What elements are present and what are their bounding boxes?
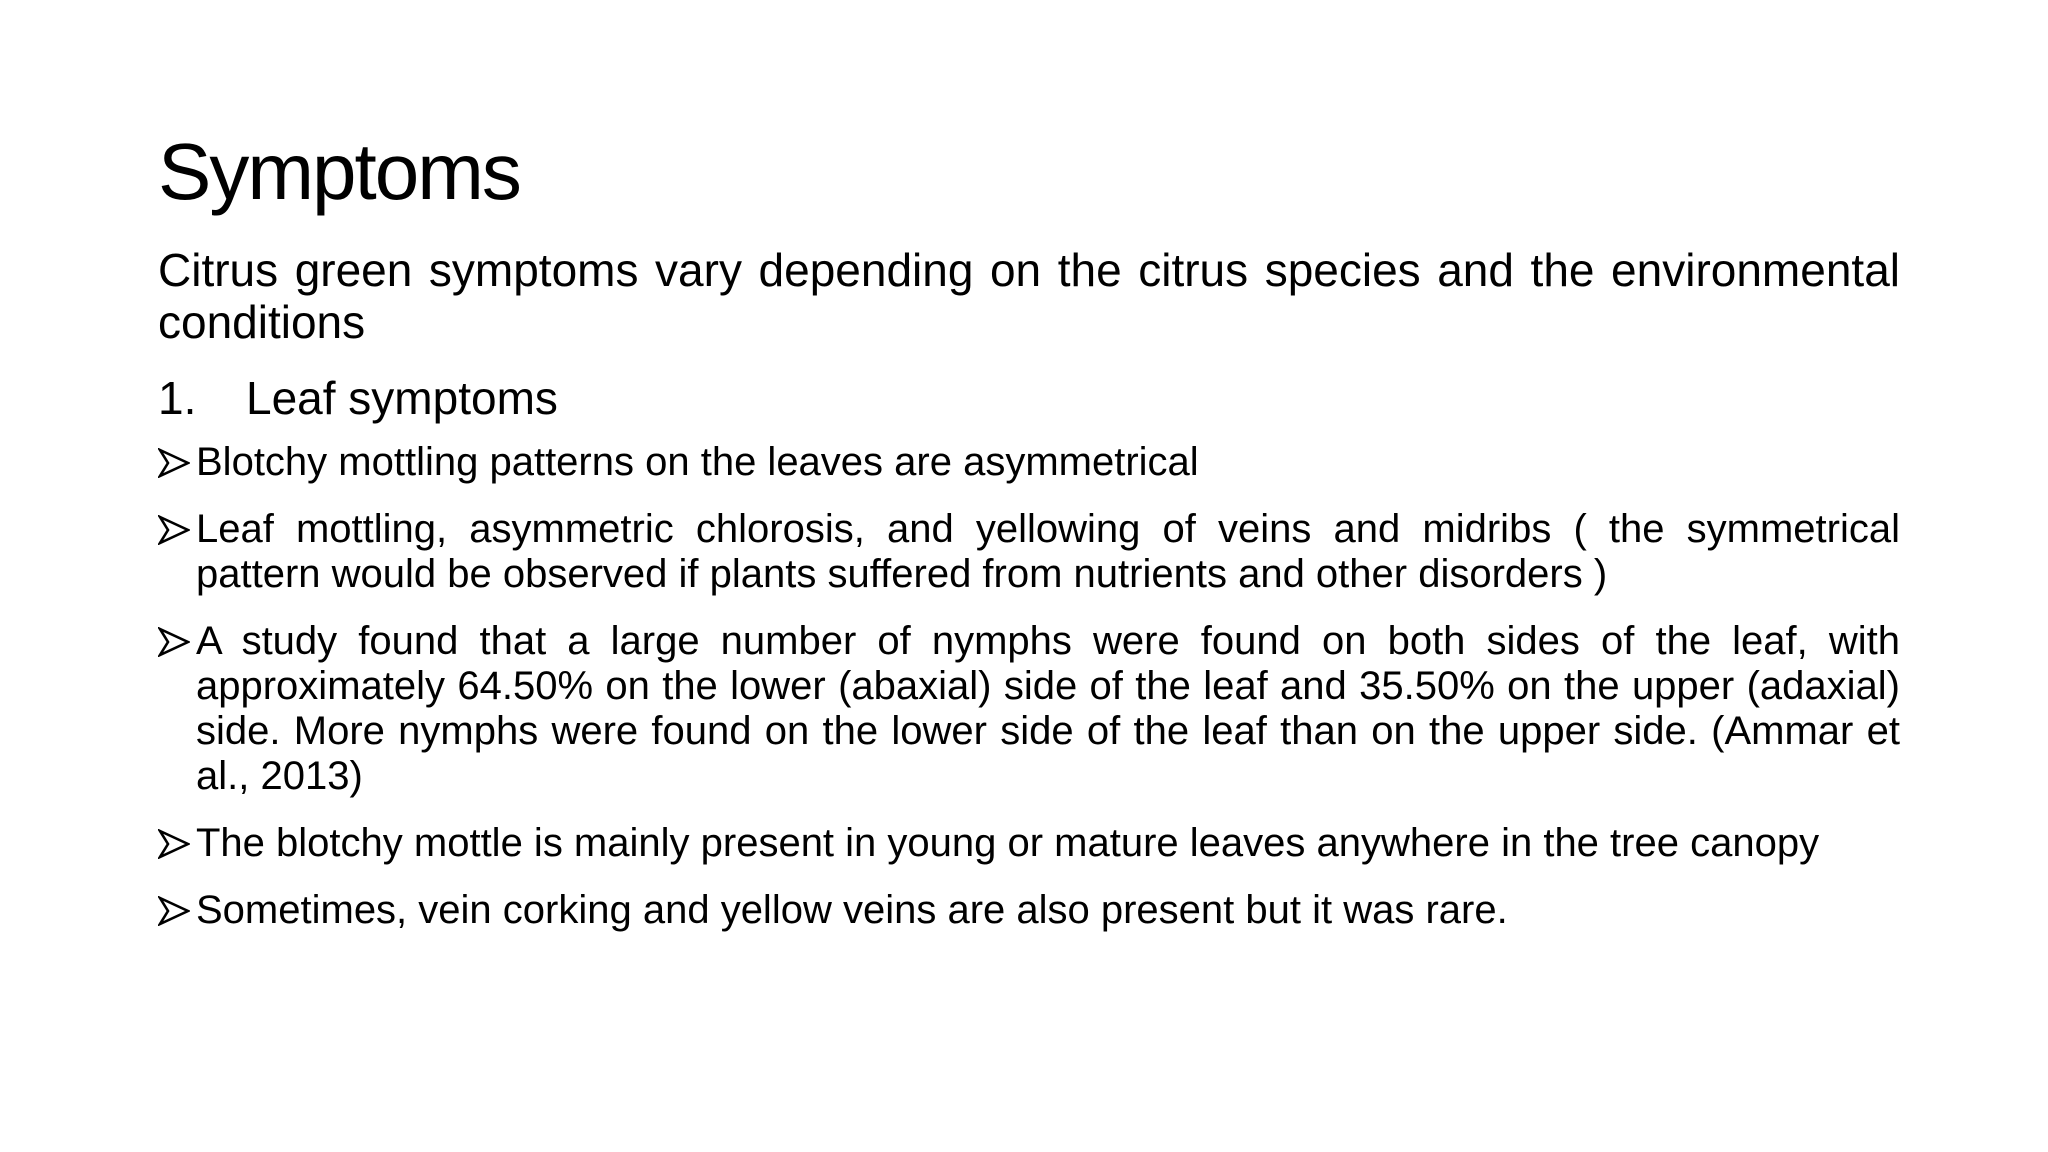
bullet-text: Leaf mottling, asymmetric chlorosis, and yellowing of veins and midribs ( the symmetrical pattern would be observed if plants suffered from nutrients and other disorders ): [196, 507, 1900, 596]
slide-title: Symptoms: [158, 127, 520, 216]
bullet-text: Sometimes, vein corking and yellow veins are also present but it was rare.: [196, 888, 1508, 932]
bullet-text: A study found that a large number of nymphs were found on both sides of the leaf, with approximately 64.50% on the lower (abaxial) side of the leaf and 35.50% on the upper (adaxial) side. More nymphs were found on the lower side of the leaf than on the upper side. (Ammar et al., 2013): [196, 619, 1900, 798]
arrowhead-bullet-icon: [158, 440, 196, 485]
bullet-text: Blotchy mottling patterns on the leaves are asymmetrical: [196, 440, 1199, 484]
list-item: [158, 619, 1900, 799]
list-item: [158, 888, 1900, 933]
section-heading: [158, 370, 1900, 426]
bullet-list: [158, 440, 1900, 933]
arrowhead-bullet-icon: [158, 507, 196, 552]
arrowhead-bullet-icon: [158, 821, 196, 866]
arrowhead-bullet-icon: [158, 888, 196, 933]
list-item: [158, 440, 1900, 485]
slide-body: [158, 244, 1900, 955]
list-item: [158, 507, 1900, 597]
arrowhead-bullet-icon: [158, 619, 196, 664]
list-item: [158, 821, 1900, 866]
section-label: Leaf symptoms: [246, 372, 558, 424]
bullet-text: The blotchy mottle is mainly present in young or mature leaves anywhere in the tree canopy: [196, 821, 1820, 865]
section-number: 1.: [158, 372, 197, 424]
intro-paragraph: Citrus green symptoms vary depending on the citrus species and the environmental conditions: [158, 244, 1900, 348]
